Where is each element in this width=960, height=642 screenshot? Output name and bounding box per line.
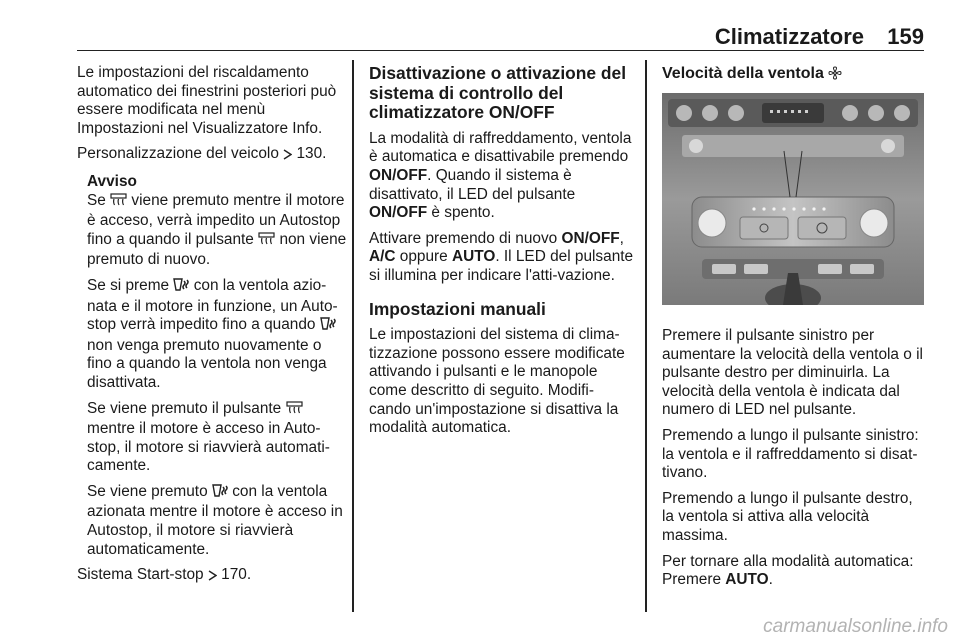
text: Attivare premendo di nuovo (369, 229, 558, 247)
button-label: AUTO (452, 248, 496, 266)
paragraph: Le impostazioni del sistema di clima-tizzazione possono essere modificate attivando i pulsanti e le manopole come descritto di seguito. Modifi-cando un'impostazione si disattiva la modalità automatica. (369, 326, 625, 437)
fan-icon (828, 66, 842, 85)
paragraph (77, 566, 347, 587)
text: . Il LED del pulsante si illumina per indicare l'atti-vazione. (369, 248, 634, 284)
windscreen-demist-icon (212, 483, 228, 504)
text: è spento. (431, 204, 495, 222)
section-heading: Disattivazione o attivazione del sistema di controllo del climatizzatore ON/OFF (369, 63, 627, 123)
rear-defrost-icon (286, 401, 303, 421)
section-heading: Impostazioni manuali (369, 298, 546, 319)
climate-panel-photo (662, 93, 924, 305)
text: non venga premuto nuovamente o fino a quando la ventola non venga disattivata. (87, 336, 327, 391)
heading-text: Velocità della ventola (662, 65, 824, 82)
text: . (768, 571, 773, 589)
paragraph (662, 553, 926, 590)
link-text[interactable]: Personalizzazione del veicolo (77, 145, 279, 163)
page-number: 159 (887, 24, 924, 49)
column-divider (645, 60, 647, 612)
button-label: ON/OFF (369, 204, 428, 222)
paragraph (77, 145, 347, 166)
paragraph: Premendo a lungo il pulsante destro, la ventola si attiva alla velocità massima. (662, 489, 913, 544)
text: . Quando il sistema è disattivato, il LED del pulsante (369, 166, 576, 203)
paragraph (87, 400, 347, 476)
column-left (77, 64, 347, 594)
paragraph: Premere il pulsante sinistro per aumentare la velocità della ventola o il pulsante destro per diminuirla. La velocità della ventola è indicata dal numero di LED nel pulsante. (662, 327, 923, 419)
windscreen-demist-icon (320, 316, 336, 337)
button-label: A/C (369, 248, 396, 266)
page-ref[interactable]: 170. (221, 566, 252, 584)
page-title: Climatizzatore (714, 24, 864, 49)
text: con la ventola azionata mentre il motore è acceso in Autostop, il motore si riavvierà automaticamente. (87, 482, 343, 558)
text: La modalità di raffreddamento, ventola è automatica e disattivabile premendo (369, 129, 632, 166)
button-label: ON/OFF (369, 166, 428, 184)
page-ref[interactable]: 130. (296, 145, 327, 163)
text: , (619, 229, 624, 247)
column-middle (369, 64, 635, 445)
text: Se si preme (87, 276, 170, 294)
rear-defrost-icon (110, 193, 127, 213)
page-header (77, 22, 924, 51)
page-ref-arrow-icon (283, 147, 292, 166)
windscreen-demist-icon (173, 277, 189, 298)
text: Se (87, 191, 106, 209)
section-heading (662, 64, 926, 85)
page-ref-arrow-icon (208, 568, 217, 587)
column-right (662, 64, 926, 597)
paragraph: Le impostazioni del riscaldamento automatico dei finestrini posteriori può essere modificata nel menù Impostazioni nel Visualizzatore Info. (77, 64, 337, 137)
note-title: Avviso (87, 172, 137, 190)
button-label: AUTO (725, 571, 769, 589)
rear-defrost-icon (258, 232, 275, 252)
watermark: carmanualsonline.info (763, 616, 948, 637)
paragraph (87, 192, 347, 270)
text: mentre il motore è acceso in Auto-stop, il motore si riavvierà automati-camente. (87, 420, 330, 475)
text: oppure (399, 248, 448, 266)
paragraph: Premendo a lungo il pulsante sinistro: la ventola e il raffreddamento si disat-tivano. (662, 426, 919, 482)
note-box (77, 173, 347, 559)
text: Per tornare alla modalità automatica: Premere (662, 552, 914, 589)
paragraph (369, 230, 635, 286)
text: viene premuto mentre il motore è acceso, verrà impedito un Autostop fino a quando il pulsante (87, 191, 345, 248)
paragraph (87, 483, 347, 559)
link-text[interactable]: Sistema Start-stop (77, 566, 204, 584)
text: con la ventola azio-nata e il motore in funzione, un Auto-stop verrà impedito fino a quando (87, 276, 338, 334)
text: Se viene premuto il pulsante (87, 399, 282, 417)
paragraph (87, 277, 347, 393)
paragraph (369, 130, 635, 223)
text: Se viene premuto (87, 482, 208, 500)
button-label: ON/OFF (561, 229, 620, 247)
column-divider (352, 60, 354, 612)
text: non viene premuto di nuovo. (87, 230, 347, 269)
